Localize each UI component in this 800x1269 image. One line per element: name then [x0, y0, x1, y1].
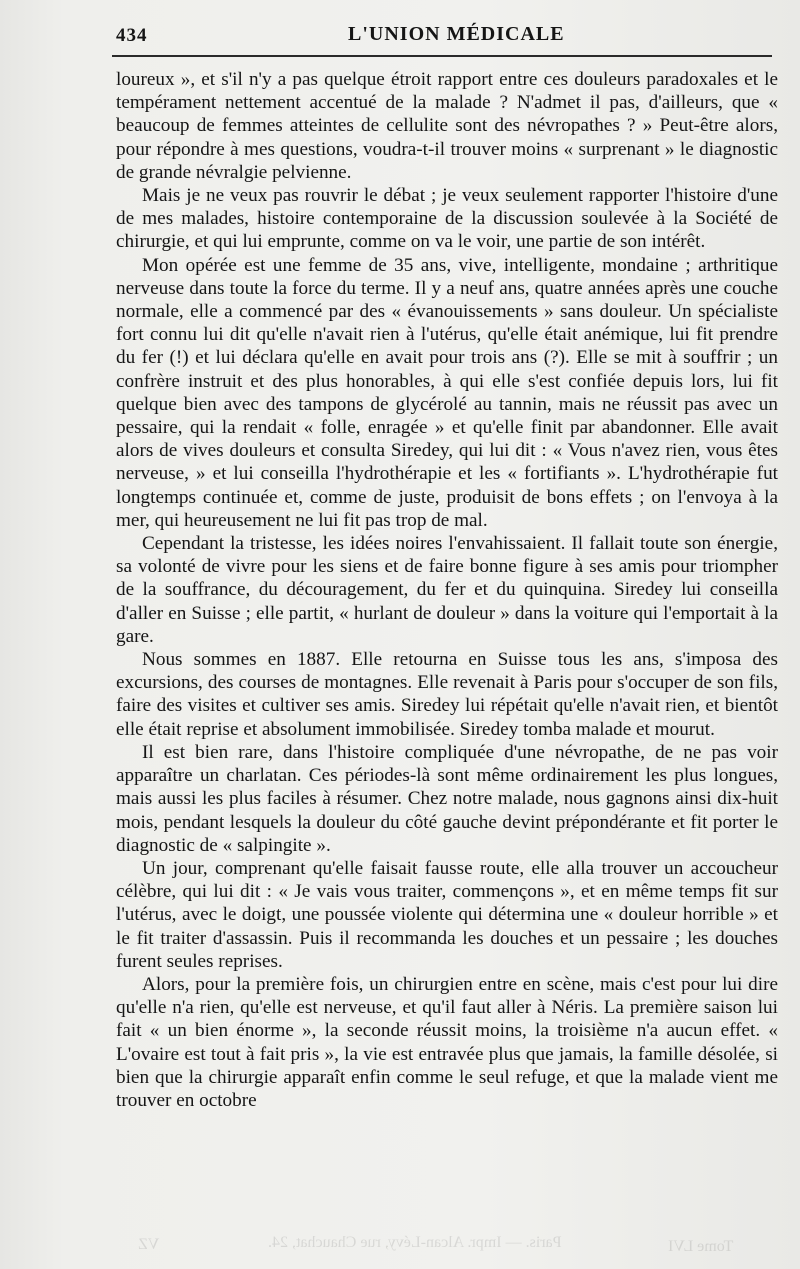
paragraph: Il est bien rare, dans l'histoire compliquée d'une névropathe, de ne pas voir apparaître un charlatan. Ces périodes-là sont même ordinairement les plus longues, mais aussi les plus faciles à résumer. Chez notre malade, nous gagnons ainsi dix-huit mois, pendant lesquels la douleur du côté gauche devint prépondérante et fit porter le diagnostic de « salpingite ».	[116, 741, 778, 856]
paragraph: Un jour, comprenant qu'elle faisait fausse route, elle alla trouver un accoucheur célèbre, qui lui dit : « Je vais vous traiter, commençons », et en même temps fit sur l'utérus, avec le doigt, une poussée violente qui détermina une « douleur horrible » et le fit traiter d'assassin. Puis il recommanda les douches et un pessaire ; les douches furent seules reprises.	[116, 857, 778, 972]
show-through-text: VZ	[138, 1236, 160, 1253]
paragraph: Mais je ne veux pas rouvrir le débat ; je veux seulement rapporter l'histoire d'une de mes malades, histoire contemporaine de la discussion soulevée à la Société de chirurgie, et qui lui emprunte, comme on va le voir, une partie de son intérêt.	[116, 185, 778, 253]
body-text	[116, 68, 778, 1112]
paragraph: Cependant la tristesse, les idées noires l'envahissaient. Il fallait toute son énergie, sa volonté de vivre pour les siens et de faire bonne figure à ses amis pour triompher de la souffrance, du découragement, du fer et du quinquina. Siredey lui conseilla d'aller en Suisse ; elle partit, « hurlant de douleur » dans la voiture qui l'emportait à la gare.	[116, 533, 778, 647]
page-header	[112, 22, 772, 50]
show-through-footer	[118, 1232, 778, 1262]
paragraph: Alors, pour la première fois, un chirurgien entre en scène, mais c'est pour lui dire qu'elle n'a rien, qu'elle est nerveuse, et qu'il faut aller à Néris. La première saison lui fait « un bien énorme », la seconde réussit moins, la troisième n'a aucun effet. « L'ovaire est tout à fait pris », la vie est entravée plus que jamais, la famille désolée, si bien que la chirurgie apparaît enfin comme le seul refuge, et que la malade vient me trouver en octobre	[116, 973, 778, 1111]
page-number: 434	[116, 25, 148, 46]
header-rule	[112, 55, 772, 57]
show-through-text: Paris. — Impr. Alcan-Lévy, rue Chauchat, 24.	[268, 1234, 562, 1251]
paragraph: loureux », et s'il n'y a pas quelque étroit rapport entre ces douleurs paradoxales et le tempérament nettement accentué de la malade ? N'admet il pas, d'ailleurs, que « beaucoup de femmes atteintes de cellulite sont des névropathes ? » Peut-être alors, pour répondre à mes questions, voudra-t-il trouver moins « surprenant » le diagnostic de grande névralgie pelvienne.	[116, 69, 778, 183]
paragraph: Mon opérée est une femme de 35 ans, vive, intelligente, mondaine ; arthritique nerveuse dans toute la force du terme. Il y a neuf ans, quatre années après une couche normale, elle a commencé par des « évanouissements » sans douleur. Un spécialiste fort connu lui dit qu'elle n'avait rien à l'utérus, qu'elle était anémique, lui fit prendre du fer (!) et lui déclara qu'elle en avait pour trois ans (?). Elle se mit à souffrir ; un confrère instruit et des plus honorables, à qui elle s'est confiée depuis lors, lui fit quelque bien avec des tampons de glycérolé au tannin, mais ne réussit pas avec un pessaire, qui la rendait « folle, enragée » et qu'elle finit par abandonner. Elle avait alors de vives douleurs et consulta Siredey, qui lui dit : « Vous n'avez rien, vous êtes nerveuse, » et lui conseilla l'hydrothérapie et les « fortifiants ». L'hydrothérapie fut longtemps continuée et, comme de juste, produisit de bons effets ; on l'envoya à la mer, qui heureusement ne lui fit pas trop de mal.	[116, 254, 778, 531]
running-title: L'UNION MÉDICALE	[348, 23, 565, 45]
paragraph: Nous sommes en 1887. Elle retourna en Suisse tous les ans, s'imposa des excursions, des courses de montagnes. Elle revenait à Paris pour s'occuper de son fils, faire des visites et cultiver ses amis. Siredey lui répétait qu'elle n'avait rien, et bientôt elle était reprise et absolument immobilisée. Siredey tomba malade et mourut.	[116, 649, 778, 740]
show-through-text: Tome LVI	[668, 1238, 734, 1255]
